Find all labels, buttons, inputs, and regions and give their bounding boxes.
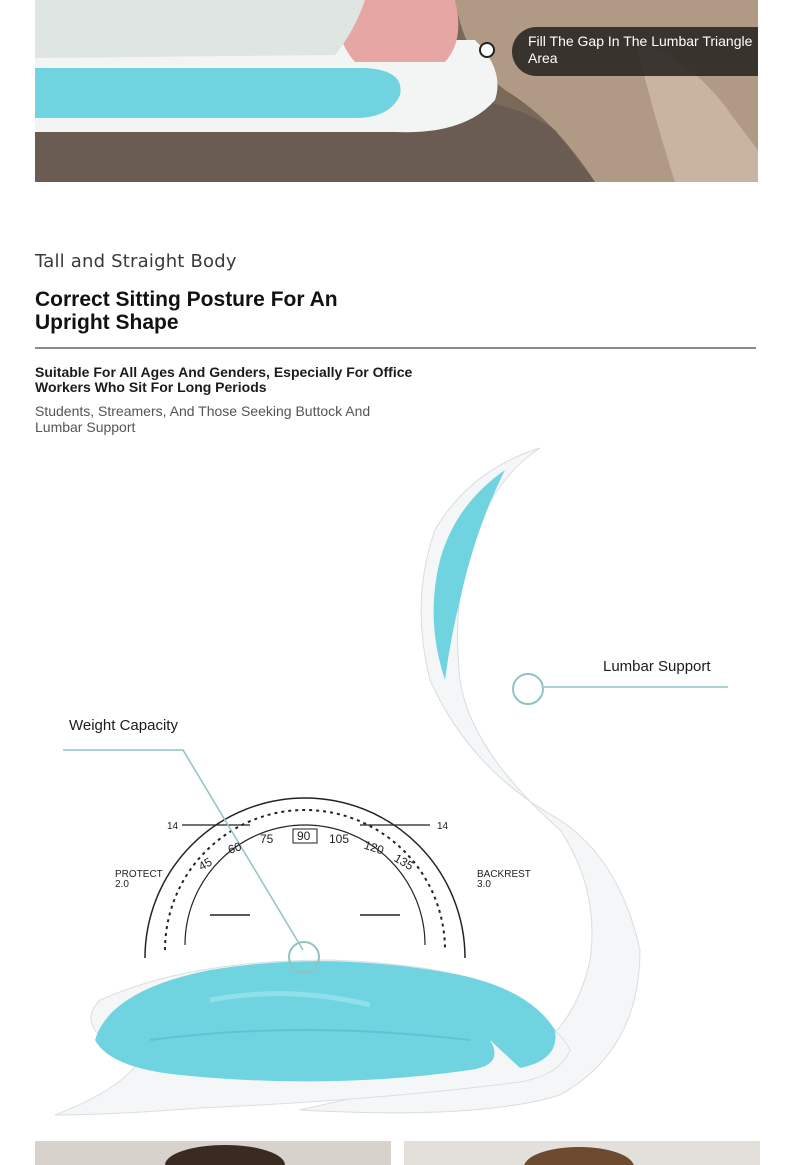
dial-angle-75: 75 — [260, 832, 274, 846]
dial-angle-60: 60 — [226, 839, 244, 857]
section-title: Correct Sitting Posture For An Upright Shape — [35, 288, 338, 334]
product-illustration — [0, 440, 790, 1140]
bottom-photo-right — [404, 1141, 760, 1165]
section-subtitle: Tall and Straight Body — [35, 251, 237, 272]
callout-marker — [479, 42, 495, 58]
hero-photo — [35, 0, 758, 182]
dial-angle-105: 105 — [329, 832, 350, 846]
description-primary: Suitable For All Ages And Genders, Especially For Office Workers Who Sit For Long Periods — [35, 364, 413, 395]
dial-right-label: BACKREST — [477, 869, 531, 880]
dial-left-marker: 14 — [167, 821, 179, 832]
dial-angle-90: 90 — [297, 829, 311, 843]
bottom-photo-left — [35, 1141, 391, 1165]
divider — [35, 347, 756, 349]
dial-left-value: 2.0 — [115, 879, 129, 890]
dial-angle-120: 120 — [362, 837, 386, 858]
dial-right-marker: 14 — [437, 821, 449, 832]
dial-right-value: 3.0 — [477, 879, 491, 890]
callout-label: Fill The Gap In The Lumbar Triangle Area — [512, 27, 758, 76]
dial-left-label: PROTECT — [115, 869, 163, 880]
dial-angle-45: 45 — [195, 854, 215, 874]
lumbar-support-label: Lumbar Support — [603, 658, 711, 675]
description-secondary: Students, Streamers, And Those Seeking Buttock And Lumbar Support — [35, 403, 371, 435]
dial-angle-135: 135 — [391, 850, 416, 874]
weight-capacity-label: Weight Capacity — [69, 717, 178, 734]
